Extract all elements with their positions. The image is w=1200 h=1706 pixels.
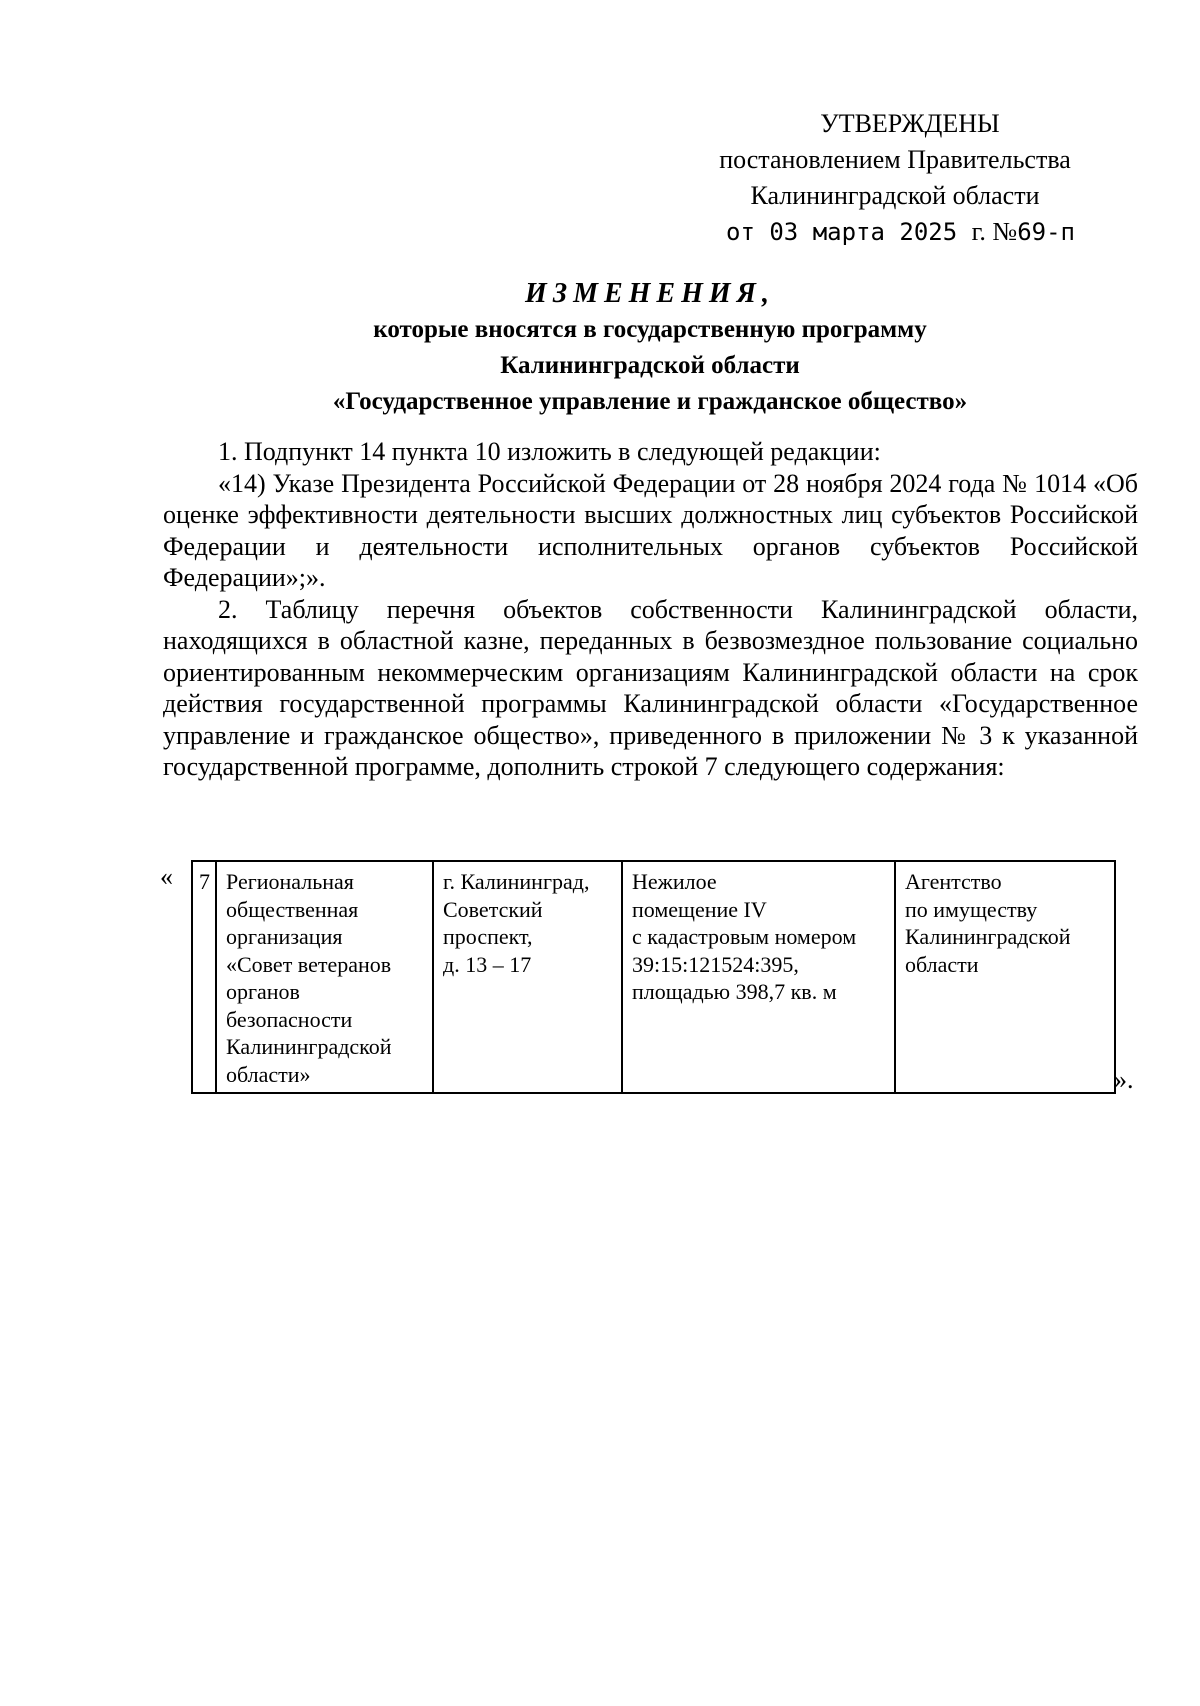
table-open-quote: «	[160, 862, 173, 891]
row-number-cell	[192, 861, 216, 1093]
approval-number: 69-п	[1017, 218, 1075, 246]
title-line-1: которые вносятся в государственную программу	[373, 316, 927, 343]
approval-line-region: Калининградской области	[750, 181, 1040, 210]
paragraph-3: 2. Таблицу перечня объектов собственности Калининградской области, находящихся в областной казне, переданных в безвозмездное пользование социально ориентированным некоммерческим организациям Калининградской области на срок действия государственной программы Калининградской области «Государственное управление и гражданское общество», приведенного в приложении № 3 к указанной государственной программе, дополнить строкой 7 следующего содержания:	[163, 594, 1138, 781]
document-title	[160, 276, 1140, 420]
approval-title: УТВЕРЖДЕНЫ	[820, 109, 1000, 138]
inserted-table-block	[160, 860, 1140, 1100]
address-text: г. Калининград, Советский проспект, д. 13 – 17	[443, 869, 590, 977]
title-line-3: «Государственное управление и гражданское общество»	[332, 388, 968, 415]
object-text: Нежилое помещение IV с кадастровым номером 39:15:121524:395, площадью 398,7 кв. м	[632, 869, 857, 1004]
address-cell	[433, 861, 622, 1093]
table-close-quote: ».	[1114, 1065, 1134, 1094]
row-number: 7	[199, 869, 210, 894]
property-table	[191, 860, 1116, 1094]
approval-number-label: г. №	[971, 217, 1018, 246]
approval-date: от 03 марта 2025	[726, 218, 958, 246]
approval-date-line	[660, 214, 1130, 250]
approval-line-decree: постановлением Правительства	[719, 145, 1071, 174]
paragraph-1: 1. Подпункт 14 пункта 10 изложить в следующей редакции:	[218, 437, 881, 466]
object-cell	[622, 861, 895, 1093]
organization-cell	[216, 861, 433, 1093]
agency-text: Агентство по имуществу Калининградской области	[905, 869, 1071, 977]
document-body	[163, 436, 1138, 783]
title-heading: ИЗМЕНЕНИЯ,	[525, 278, 775, 309]
table-row	[192, 861, 1115, 1093]
agency-cell	[895, 861, 1115, 1093]
paragraph-2: «14) Указе Президента Российской Федерации от 28 ноября 2024 года № 1014 «Об оценке эффективности деятельности высших должностных лиц субъектов Российской Федерации и деятельности исполнительных органов субъектов Российской Федерации»;».	[163, 468, 1138, 592]
organization-text: Региональная общественная организация «Совет ветеранов органов безопасности Калининградской области»	[226, 869, 392, 1087]
approval-stamp	[660, 106, 1130, 250]
title-line-2: Калининградской области	[500, 352, 800, 379]
